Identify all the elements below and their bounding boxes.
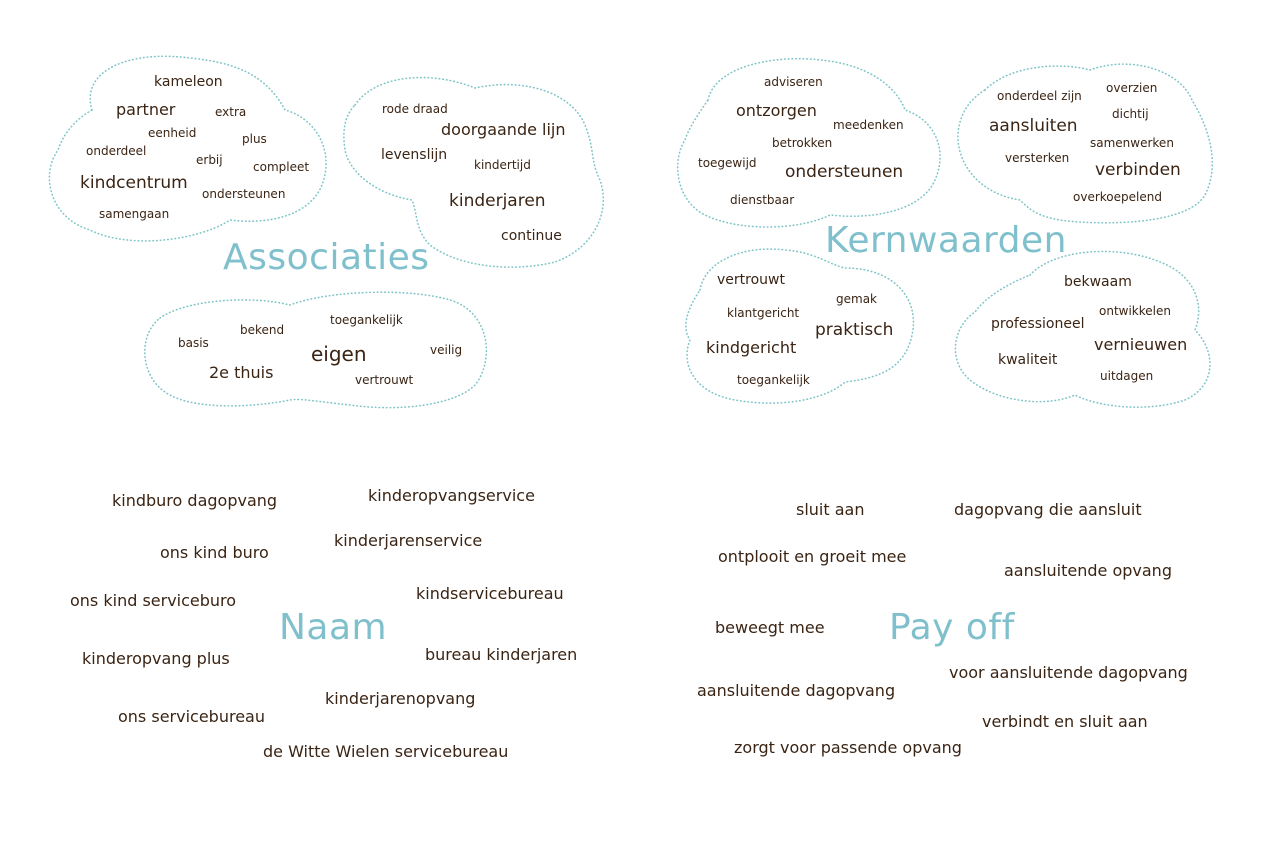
word: kwaliteit (998, 352, 1058, 368)
word: ontzorgen (736, 101, 817, 120)
word: kindcentrum (80, 173, 188, 193)
word: overzien (1106, 81, 1158, 95)
payoff-option: dagopvang die aansluit (954, 500, 1142, 519)
word: onderdeel zijn (997, 89, 1082, 103)
payoff-option: sluit aan (796, 500, 865, 519)
word: ondersteunen (202, 187, 286, 201)
word: adviseren (764, 75, 823, 89)
word: meedenken (833, 118, 904, 132)
payoff-option: beweegt mee (715, 618, 825, 637)
word: gemak (836, 292, 877, 306)
naam-title: Naam (279, 607, 388, 648)
word: bekend (240, 323, 285, 337)
word: continue (501, 228, 562, 244)
word: overkoepelend (1073, 190, 1162, 204)
name-option: ons kind serviceburo (70, 591, 237, 610)
name-option: kindservicebureau (416, 584, 564, 603)
word: compleet (253, 160, 310, 174)
word: rode draad (382, 102, 448, 116)
word: kameleon (154, 74, 223, 90)
word: ontwikkelen (1099, 304, 1171, 318)
payoff-option: voor aansluitende dagopvang (949, 663, 1188, 682)
kernwaarden-title: Kernwaarden (825, 220, 1067, 261)
name-option: de Witte Wielen servicebureau (263, 742, 509, 761)
word: veilig (430, 343, 463, 357)
word: onderdeel (86, 144, 147, 158)
word: erbij (196, 153, 223, 167)
word: aansluiten (989, 116, 1078, 136)
word: 2e thuis (209, 363, 274, 382)
associaties-title: Associaties (223, 237, 430, 278)
word: extra (215, 105, 247, 119)
word: samengaan (99, 207, 170, 221)
word: toegankelijk (737, 373, 810, 387)
word: doorgaande lijn (441, 120, 566, 139)
payoff-option: aansluitende opvang (1004, 561, 1172, 580)
word: kindgericht (706, 338, 797, 357)
word: professioneel (991, 316, 1085, 332)
payoff-option: verbindt en sluit aan (982, 712, 1148, 731)
name-option: ons kind buro (160, 543, 269, 562)
name-option: kinderopvang plus (82, 649, 230, 668)
name-option: kinderopvangservice (368, 486, 535, 505)
payoff-option: ontplooit en groeit mee (718, 547, 907, 566)
name-option: bureau kinderjaren (425, 645, 578, 664)
word: partner (116, 100, 176, 119)
name-option: kindburo dagopvang (112, 491, 278, 510)
word: levenslijn (381, 147, 448, 163)
word: klantgericht (727, 306, 800, 320)
word: eigen (311, 342, 367, 366)
word: eenheid (148, 126, 197, 140)
word: basis (178, 336, 209, 350)
payoff-title: Pay off (889, 607, 1015, 648)
name-option: ons servicebureau (118, 707, 265, 726)
word: uitdagen (1100, 369, 1154, 383)
word: kindertijd (474, 158, 531, 172)
word: praktisch (815, 320, 894, 340)
word: dienstbaar (730, 193, 795, 207)
word: bekwaam (1064, 274, 1132, 290)
word: vertrouwt (717, 272, 785, 288)
name-option: kinderjarenservice (334, 531, 483, 550)
word: kinderjaren (449, 191, 546, 211)
word: dichtij (1112, 107, 1149, 121)
word: verbinden (1095, 160, 1181, 180)
word: plus (242, 132, 267, 146)
word: versterken (1005, 151, 1070, 165)
payoff-option: aansluitende dagopvang (697, 681, 896, 700)
word: toegankelijk (330, 313, 403, 327)
payoff-option: zorgt voor passende opvang (734, 738, 962, 757)
word: vertrouwt (355, 373, 414, 387)
word: vernieuwen (1094, 335, 1188, 354)
word: ondersteunen (785, 162, 904, 182)
name-option: kinderjarenopvang (325, 689, 476, 708)
word: samenwerken (1090, 136, 1174, 150)
word: toegewijd (698, 156, 757, 170)
word: betrokken (772, 136, 833, 150)
